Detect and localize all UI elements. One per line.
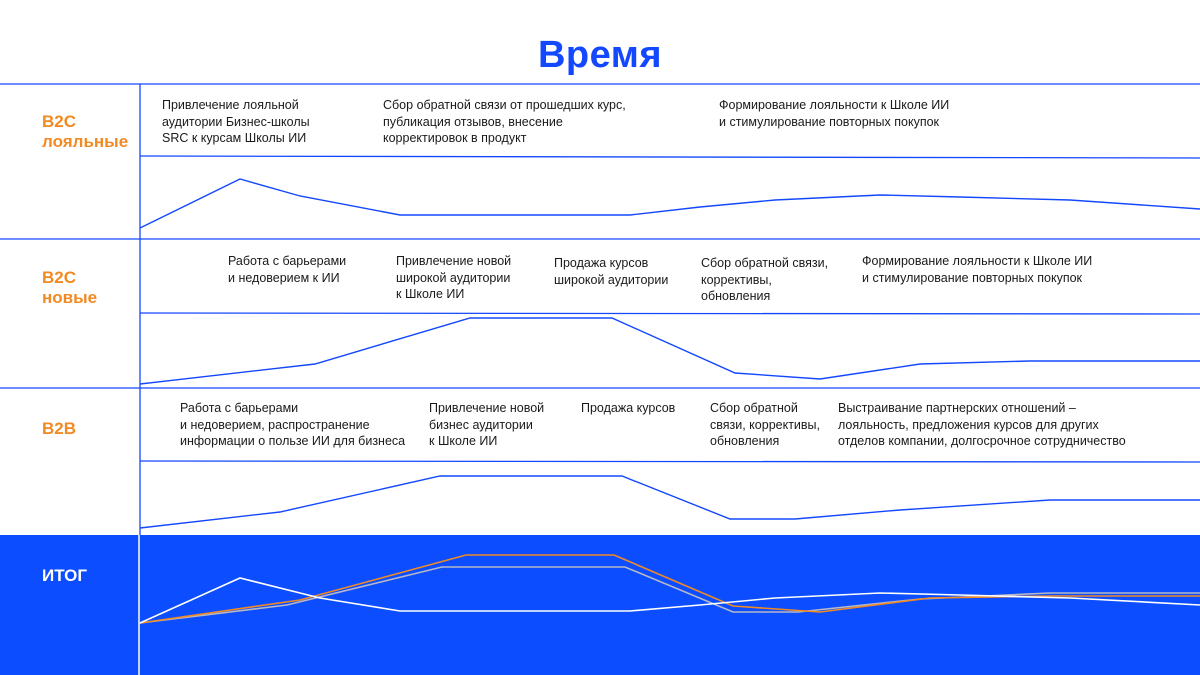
- curve-b2c-new: [140, 318, 1200, 384]
- grid-line-row1-divider: [140, 156, 1200, 158]
- curve-b2b: [140, 476, 1200, 528]
- row-label-line2: лояльные: [42, 132, 129, 151]
- step-b2b-3: Продажа курсов: [581, 401, 676, 415]
- row-label-line2: новые: [42, 288, 98, 307]
- step-b2b-1: Работа с барьерами и недоверием, распространение информации о пользе ИИ для бизнеса: [180, 401, 406, 448]
- total-curve-orange: [140, 555, 1200, 623]
- step-b2c-loyal-2: Сбор обратной связи от прошедших курс, публикация отзывов, внесение корректировок в продукт: [383, 98, 626, 145]
- step-b2c-loyal-3: Формирование лояльности к Школе ИИ и стимулирование повторных покупок: [719, 98, 950, 129]
- curve-b2c-loyal: [140, 179, 1200, 228]
- step-b2c-new-3: Продажа курсов широкой аудитории: [554, 256, 669, 287]
- grid-line-row3-divider: [140, 461, 1200, 462]
- step-b2c-loyal-1: Привлечение лояльной аудитории Бизнес-школы SRC к курсам Школы ИИ: [162, 98, 310, 145]
- step-b2c-new-5: Формирование лояльности к Школе ИИ и стимулирование повторных покупок: [862, 254, 1093, 285]
- page-title: Время: [537, 34, 663, 76]
- step-b2c-new-1: Работа с барьерами и недоверием к ИИ: [228, 254, 347, 285]
- step-b2b-2: Привлечение новой бизнес аудитории к Школе ИИ: [429, 401, 545, 448]
- step-b2c-new-4: Сбор обратной связи, коррективы, обновления: [701, 256, 829, 303]
- total-curve-gray: [140, 567, 1200, 623]
- step-b2b-4: Сбор обратной связи, коррективы, обновления: [710, 401, 821, 448]
- grid-line-row2-divider: [140, 313, 1200, 314]
- row-label-line1: B2B: [42, 419, 77, 438]
- row-label-line1: B2C: [42, 268, 77, 287]
- step-b2c-new-2: Привлечение новой широкой аудитории к Школе ИИ: [396, 254, 512, 301]
- row-label-total: ИТОГ: [42, 566, 88, 585]
- row-label-line1: B2C: [42, 112, 77, 131]
- step-b2b-5: Выстраивание партнерских отношений – лояльность, предложения курсов для других отделов компании, долгосрочное сотрудничество: [838, 401, 1126, 448]
